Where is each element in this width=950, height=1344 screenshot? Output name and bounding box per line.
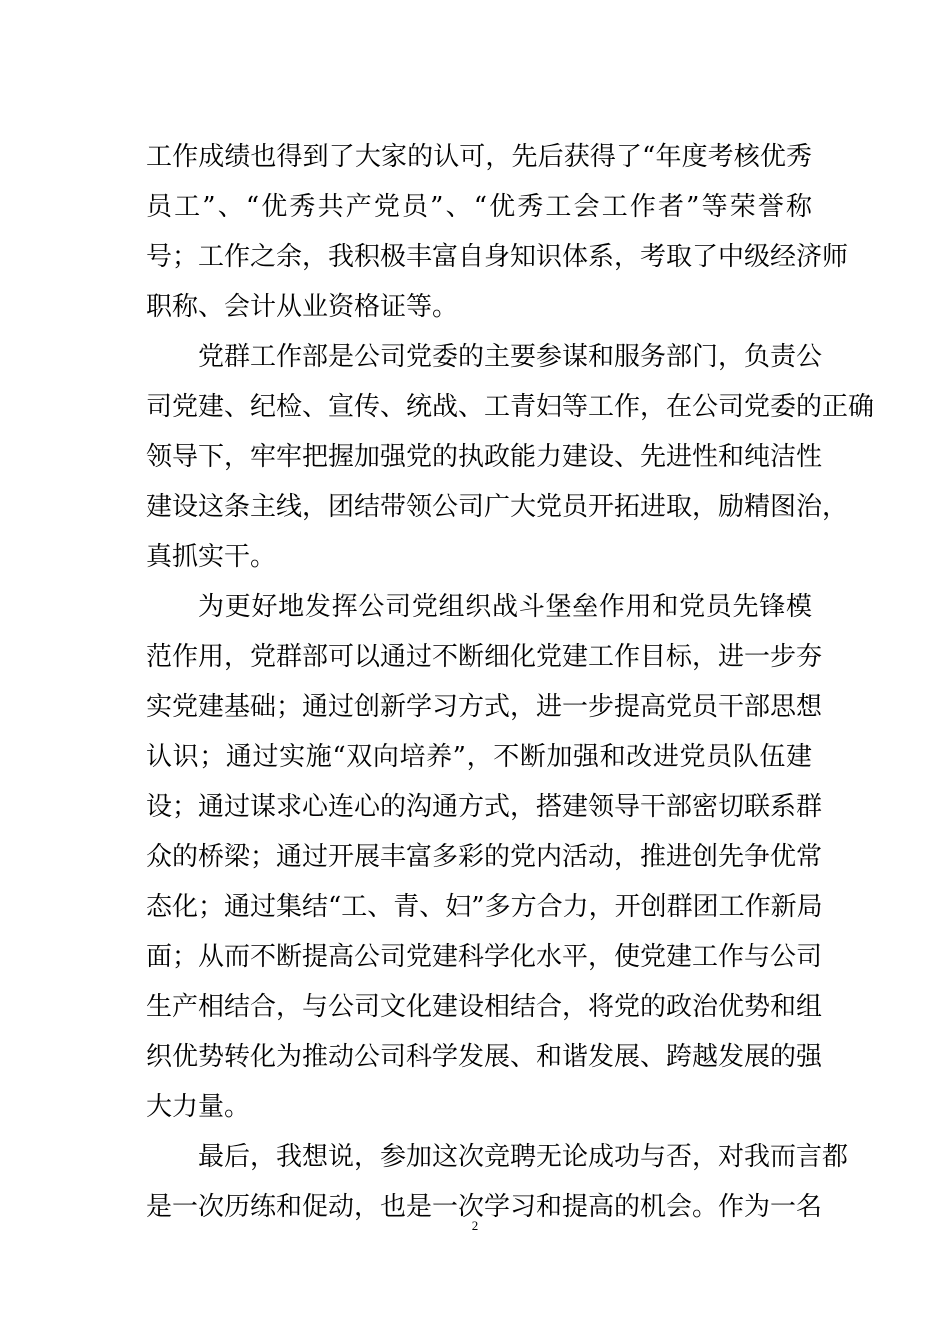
text-line: 工作成绩也得到了大家的认可，先后获得了“年度考核优秀 xyxy=(146,142,812,172)
text-line: 是一次历练和促动，也是一次学习和提高的机会。作为一名 xyxy=(146,1192,823,1222)
text-line: 织优势转化为推动公司科学发展、和谐发展、跨越发展的强 xyxy=(146,1042,823,1072)
text-line: 号；工作之余，我积极丰富自身知识体系，考取了中级经济师 xyxy=(146,242,849,272)
text-line: 为更好地发挥公司党组织战斗堡垒作用和党员先锋模 xyxy=(198,592,812,622)
text-line: 态化；通过集结“工、青、妇”多方合力，开创群团工作新局 xyxy=(146,892,823,922)
document-body xyxy=(146,132,875,1232)
text-line: 设；通过谋求心连心的沟通方式，搭建领导干部密切联系群 xyxy=(146,792,823,822)
text-line: 大力量。 xyxy=(146,1092,251,1122)
text-line: 职称、会计从业资格证等。 xyxy=(146,292,459,322)
text-line: 司党建、纪检、宣传、统战、工青妇等工作，在公司党委的正确 xyxy=(146,392,875,422)
text-line: 面；从而不断提高公司党建科学化水平，使党建工作与公司 xyxy=(146,942,823,972)
text-line: 建设这条主线，团结带领公司广大党员开拓进取，励精图治， xyxy=(146,492,849,522)
text-line: 范作用，党群部可以通过不断细化党建工作目标，进一步夯 xyxy=(146,642,823,672)
text-line: 真抓实干。 xyxy=(146,542,277,572)
text-line: 生产相结合，与公司文化建设相结合，将党的政治优势和组 xyxy=(146,992,823,1022)
text-line: 领导下，牢牢把握加强党的执政能力建设、先进性和纯洁性 xyxy=(146,442,823,472)
paragraph-2 xyxy=(146,332,875,582)
page-number: 2 xyxy=(471,1218,479,1233)
paragraph-1 xyxy=(146,132,849,332)
paragraph-3 xyxy=(146,582,823,1132)
text-line: 认识；通过实施“双向培养”，不断加强和改进党员队伍建 xyxy=(146,742,812,772)
text-line: 员工”、“优秀共产党员”、“优秀工会工作者”等荣誉称 xyxy=(146,192,812,222)
text-line: 实党建基础；通过创新学习方式，进一步提高党员干部思想 xyxy=(146,692,823,722)
text-line: 党群工作部是公司党委的主要参谋和服务部门，负责公 xyxy=(198,342,823,372)
text-line: 最后，我想说，参加这次竞聘无论成功与否，对我而言都 xyxy=(198,1142,849,1172)
paragraph-4 xyxy=(146,1132,849,1232)
text-line: 众的桥梁；通过开展丰富多彩的党内活动，推进创先争优常 xyxy=(146,842,823,872)
